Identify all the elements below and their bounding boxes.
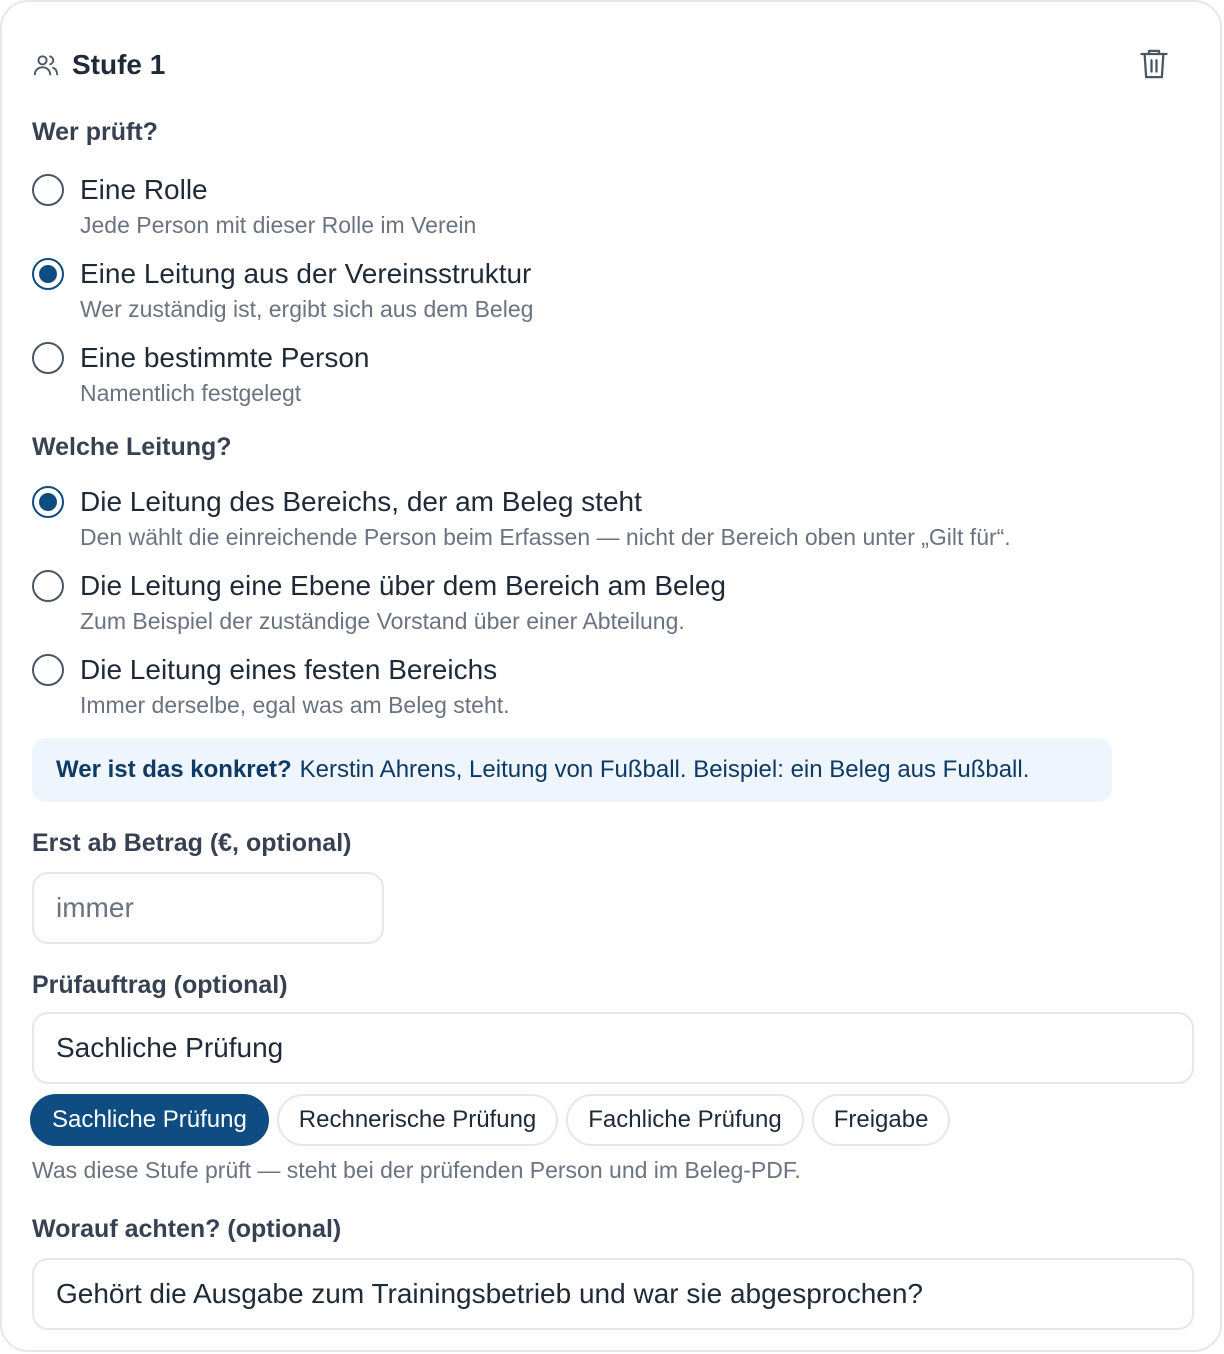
radio-which-level-above[interactable] xyxy=(32,570,726,636)
option-label: Die Leitung des Bereichs, der am Beleg steht xyxy=(80,486,642,517)
radio-which-fixed-area[interactable] xyxy=(32,654,510,720)
attention-label: Worauf achten? (optional) xyxy=(32,1215,342,1243)
which-label: Welche Leitung? xyxy=(32,433,232,461)
info-text: Kerstin Ahrens, Leitung von Fußball. Beispiel: ein Beleg aus Fußball. xyxy=(299,756,1030,783)
chip-fachliche-pruefung[interactable]: Fachliche Prüfung xyxy=(566,1094,803,1146)
radio-button[interactable] xyxy=(32,342,64,374)
stage-header xyxy=(32,46,165,84)
option-label: Eine Leitung aus der Vereinsstruktur xyxy=(80,258,532,289)
who-label: Wer prüft? xyxy=(32,118,158,146)
option-label: Die Leitung eine Ebene über dem Bereich am Beleg xyxy=(80,570,726,601)
option-label: Eine bestimmte Person xyxy=(80,342,370,373)
option-description: Wer zuständig ist, ergibt sich aus dem Beleg xyxy=(80,296,534,322)
option-description: Namentlich festgelegt xyxy=(80,380,302,406)
radio-who-specific-person[interactable] xyxy=(32,342,369,408)
option-description: Immer derselbe, egal was am Beleg steht. xyxy=(80,692,510,718)
option-label: Eine Rolle xyxy=(80,174,208,205)
radio-button[interactable] xyxy=(32,174,64,206)
task-label: Prüfauftrag (optional) xyxy=(32,971,288,999)
info-heading: Wer ist das konkret? xyxy=(56,756,292,783)
users-icon xyxy=(32,51,60,79)
option-description: Den wählt die einreichende Person beim Erfassen — nicht der Bereich oben unter „Gilt für“. xyxy=(80,524,1011,550)
chip-sachliche-pruefung[interactable]: Sachliche Prüfung xyxy=(30,1094,269,1146)
amount-input[interactable]: immer xyxy=(32,872,384,944)
radio-who-structure-lead[interactable] xyxy=(32,258,533,324)
chip-freigabe[interactable]: Freigabe xyxy=(812,1094,951,1146)
option-description: Zum Beispiel der zuständige Vorstand über einer Abteilung. xyxy=(80,608,685,634)
concrete-person-info xyxy=(32,738,1112,802)
amount-label: Erst ab Betrag (€, optional) xyxy=(32,829,352,857)
task-hint: Was diese Stufe prüft — steht bei der prüfenden Person und im Beleg-PDF. xyxy=(32,1157,801,1183)
delete-stage-button[interactable] xyxy=(1138,46,1170,82)
radio-button[interactable] xyxy=(32,654,64,686)
attention-input[interactable]: Gehört die Ausgabe zum Trainingsbetrieb und war sie abgesprochen? xyxy=(32,1258,1194,1330)
radio-button[interactable] xyxy=(32,570,64,602)
radio-who-role[interactable] xyxy=(32,174,476,240)
option-label: Die Leitung eines festen Bereichs xyxy=(80,654,498,685)
radio-button[interactable] xyxy=(32,258,64,290)
option-description: Jede Person mit dieser Rolle im Verein xyxy=(80,212,477,238)
radio-button[interactable] xyxy=(32,486,64,518)
task-input[interactable]: Sachliche Prüfung xyxy=(32,1012,1194,1084)
trash-icon xyxy=(1139,47,1169,81)
radio-which-receipt-area[interactable] xyxy=(32,486,1011,552)
chip-rechnerische-pruefung[interactable]: Rechnerische Prüfung xyxy=(277,1094,558,1146)
task-chips xyxy=(30,1094,950,1146)
stage-title: Stufe 1 xyxy=(72,49,166,80)
